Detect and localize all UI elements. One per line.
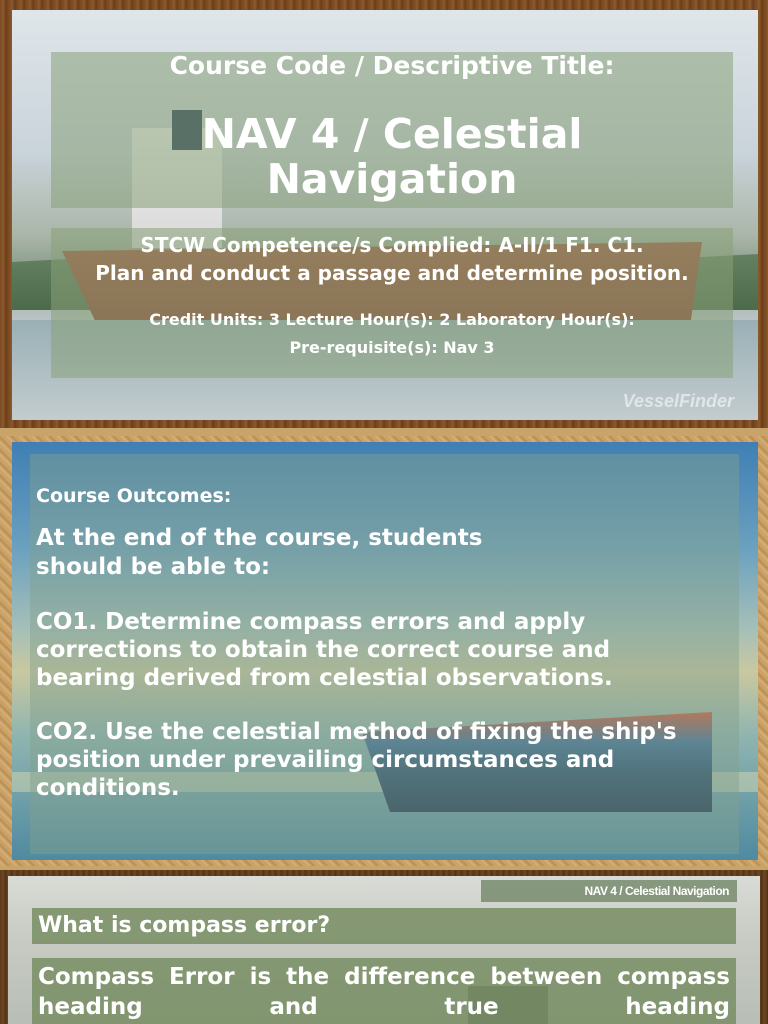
course-outcome-2-line1: CO2. Use the celestial method of fixing the ship's <box>36 719 677 745</box>
course-title-line1: NAV 4 / Celestial <box>201 110 583 158</box>
slide-header-tag: NAV 4 / Celestial Navigation <box>481 880 737 902</box>
course-title-panel <box>51 52 733 208</box>
course-outcome-1: CO1. Determine compass errors and apply corrections to obtain the correct course and bearing derived from celestial observations. <box>36 609 613 691</box>
course-title-line2: Navigation <box>266 155 518 203</box>
competence-description: Plan and conduct a passage and determine position. <box>95 261 689 285</box>
vesselfinder-watermark: VesselFinder <box>622 391 734 411</box>
course-outcomes-panel <box>30 454 739 854</box>
course-outcome-2-line2: position under prevailing circumstances and conditions. <box>36 747 615 801</box>
course-code-label: Course Code / Descriptive Title: <box>169 51 615 80</box>
compass-error-definition: Compass Error is the difference between compass heading and true heading <box>32 958 736 1024</box>
prerequisites: Pre-requisite(s): Nav 3 <box>289 338 495 357</box>
stcw-panel <box>51 228 733 378</box>
compass-error-question: What is compass error? <box>32 908 736 944</box>
course-outcomes-heading: Course Outcomes: <box>36 485 232 507</box>
stcw-competence: STCW Competence/s Complied: A-II/1 F1. C1. <box>140 233 644 257</box>
credit-units: Credit Units: 3 Lecture Hour(s): 2 Laboratory Hour(s): <box>149 310 635 329</box>
slide-course-title <box>0 0 768 428</box>
outcomes-intro: At the end of the course, students should be able to: <box>36 525 483 580</box>
slide-course-outcomes <box>0 436 768 866</box>
